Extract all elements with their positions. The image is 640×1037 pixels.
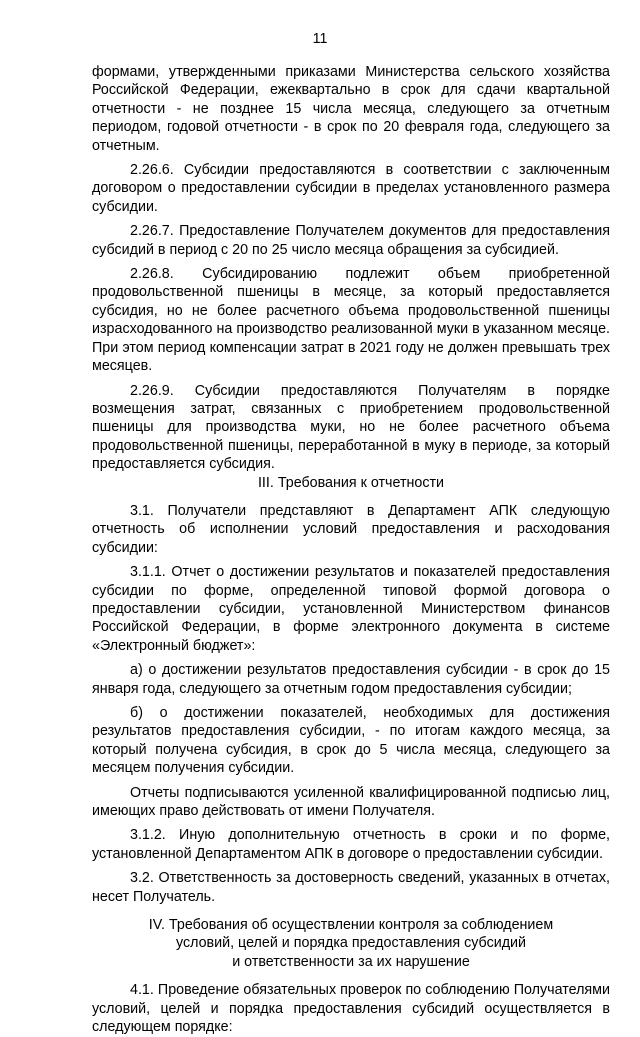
paragraph-item-b: б) о достижении показателей, необходимых для достижения результатов предоставления субсидии, - по итогам каждого месяца, за который получена субсидия, в срок до 5 числа месяца, следующего за месяцем получения субсидии. xyxy=(92,705,610,777)
paragraph-3-1-2: 3.1.2. Иную дополнительную отчетность в сроки и по форме, установленной Департаментом АПК в договоре о предоставлении субсидии. xyxy=(92,827,610,862)
section-3-heading: III. Требования к отчетности xyxy=(257,474,445,491)
paragraph-3-1: 3.1. Получатели представляют в Департамент АПК следующую отчетность об исполнении условий предоставления и расходования субсидии: xyxy=(92,502,610,556)
document-body xyxy=(92,63,610,1037)
paragraph-2-26-7: 2.26.7. Предоставление Получателем документов для предоставления субсидий в период с 20 по 25 число месяца обращения за субсидией. xyxy=(92,223,610,258)
paragraph-continuation: формами, утвержденными приказами Министерства сельского хозяйства Российской Федерации, ежеквартально в срок для сдачи квартальной отчетности - не позднее 15 числа месяца, следующего за отчетным периодом, годовой отчетности - в срок по 20 февраля года, следующего за отчетным. xyxy=(92,64,610,154)
section-4-heading xyxy=(92,916,610,971)
paragraph-4-1: 4.1. Проведение обязательных проверок по соблюдению Получателями условий, целей и порядка предоставления субсидий осуществляется в следующем порядке: xyxy=(92,982,610,1036)
section-4-heading-line: IV. Требования об осуществлении контроля за соблюдением xyxy=(148,917,554,934)
page-number: 11 xyxy=(312,31,328,47)
paragraph-3-2: 3.2. Ответственность за достоверность сведений, указанных в отчетах, несет Получатель. xyxy=(92,870,610,905)
paragraph-3-1-1: 3.1.1. Отчет о достижении результатов и показателей предоставления субсидии по форме, определенной типовой формой договора о предоставлении субсидии, установленной Министерством финансов Российской Федерации, в форме электронного документа в системе «Электронный бюджет»: xyxy=(92,564,610,654)
section-4-heading-line: и ответственности за их нарушение xyxy=(232,953,470,970)
paragraph-signature: Отчеты подписываются усиленной квалифицированной подписью лиц, имеющих право действовать от имени Получателя. xyxy=(92,784,610,820)
paragraph-2-26-9: 2.26.9. Субсидии предоставляются Получателям в порядке возмещения затрат, связанных с приобретением продовольственной пшеницы для производства муки, но не более расчетного объема продовольственной пшеницы, переработанной в муку в периоде, за который предоставляется субсидия. xyxy=(92,382,610,473)
paragraph-item-a: а) о достижении результатов предоставления субсидии - в срок до 15 января года, следующего за отчетным годом предоставления субсидии; xyxy=(92,662,610,697)
paragraph-2-26-6: 2.26.6. Субсидии предоставляются в соответствии с заключенным договором о предоставлении субсидии в пределах установленного размера субсидии. xyxy=(92,162,610,215)
paragraph-2-26-8: 2.26.8. Субсидированию подлежит объем приобретенной продовольственной пшеницы в месяце, за который предоставляется субсидия, но не более расчетного объема продовольственной пшеницы израсходованного на производство реализованной муки в указанном месяце. При этом период компенсации затрат в 2021 году не должен превышать трех месяцев. xyxy=(92,266,610,375)
section-4-heading-line: условий, целей и порядка предоставления субсидий xyxy=(175,935,527,952)
